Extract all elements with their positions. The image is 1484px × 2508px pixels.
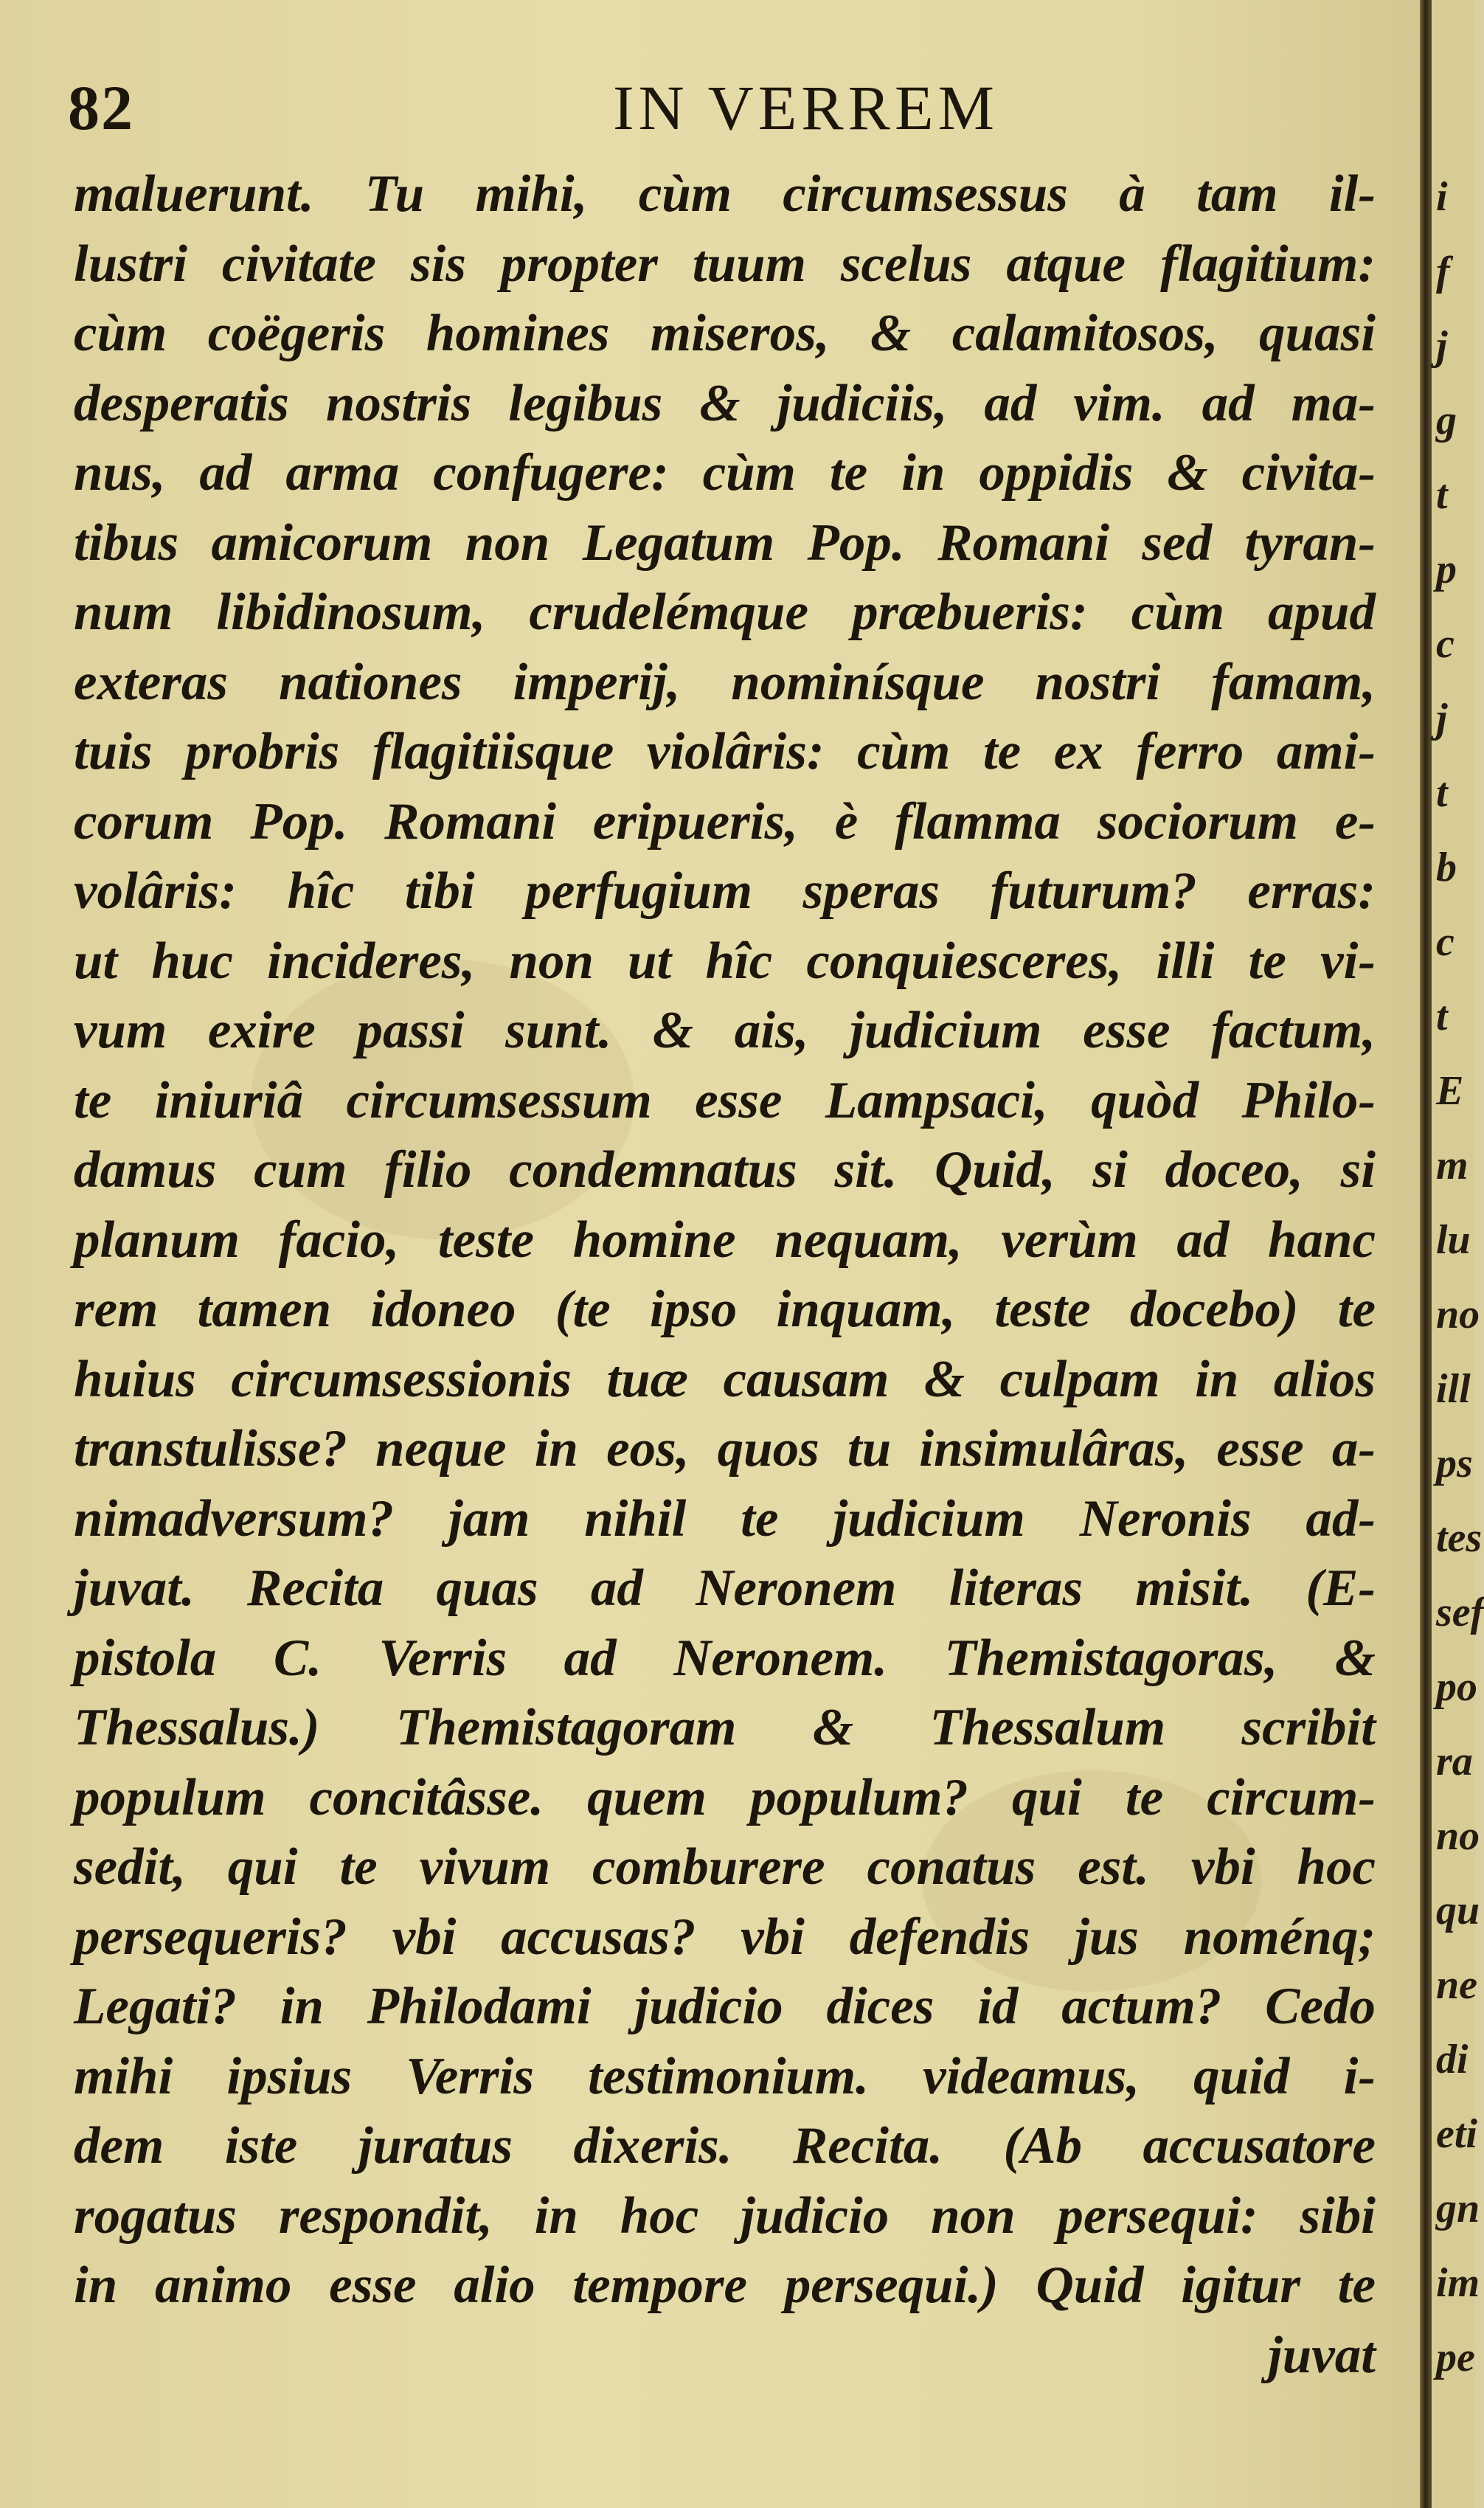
text-line: pistola C. Verris ad Neronem. Themistagoras, & <box>74 1629 1376 1687</box>
text-line: lustri civitate sis propter tuum scelus atque flagitium: <box>74 235 1376 293</box>
text-line: te iniuriâ circumsessum esse Lampsaci, quòd Philo- <box>74 1071 1376 1129</box>
text-line: rem tamen idoneo (te ipso inquam, teste docebo) te <box>74 1281 1376 1338</box>
facing-page-fragment: po <box>1436 1664 1477 1710</box>
facing-page-fragment: ps <box>1436 1441 1473 1486</box>
facing-page-fragment: t <box>1436 472 1448 518</box>
text-line: ut huc incideres, non ut hîc conquiesceres, illi te vi- <box>74 932 1376 990</box>
facing-page-fragment: im <box>1436 2260 1480 2306</box>
facing-page-edge <box>1432 0 1484 2508</box>
text-line: populum concitâsse. quem populum? qui te circum- <box>74 1768 1376 1826</box>
text-line: Thessalus.) Themistagoram & Thessalum scribit <box>74 1699 1376 1756</box>
text-line: Legati? in Philodami judicio dices id actum? Cedo <box>74 1978 1376 2035</box>
text-line: desperatis nostris legibus & judiciis, ad vim. ad ma- <box>74 374 1376 432</box>
facing-page-fragment: b <box>1436 845 1457 890</box>
text-line: juvat <box>1268 2326 1376 2384</box>
facing-page-fragment: t <box>1436 770 1448 816</box>
text-line: dem iste juratus dixeris. Recita. (Ab accusatore <box>74 2117 1376 2175</box>
facing-page-fragment: gn <box>1436 2186 1480 2231</box>
page-number: 82 <box>68 72 134 143</box>
running-title <box>0 71 1420 145</box>
facing-page-fragment: g <box>1436 398 1457 443</box>
text-line: tuis probris flagitiisque violâris: cùm te ex ferro ami- <box>74 723 1376 780</box>
text-line: nus, ad arma confugere: cùm te in oppidis & civita- <box>74 444 1376 502</box>
text-line: sedit, qui te vivum comburere conatus est. vbi hoc <box>74 1838 1376 1896</box>
text-line: vum exire passi sunt. & ais, judicium esse factum, <box>74 1002 1376 1059</box>
facing-page-fragment: pe <box>1436 2335 1475 2380</box>
text-line: transtulisse? neque in eos, quos tu insimulâras, esse a- <box>74 1420 1376 1478</box>
facing-page-fragment: c <box>1436 919 1454 965</box>
facing-page-fragment: E <box>1436 1068 1464 1114</box>
text-line: rogatus respondit, in hoc judicio non persequi: sibi <box>74 2186 1376 2245</box>
text-line: corum Pop. Romani eripueris, è flamma sociorum e- <box>74 792 1376 851</box>
facing-page-fragment: p <box>1436 547 1457 592</box>
facing-page-fragment: no <box>1436 1292 1480 1337</box>
facing-page-fragment: eti <box>1436 2111 1477 2157</box>
text-line: persequeris? vbi accusas? vbi defendis jus noménq; <box>74 1908 1376 1966</box>
facing-page-fragment: i <box>1436 174 1448 220</box>
facing-page-fragment: ne <box>1436 1962 1477 2008</box>
text-line: num libidinosum, crudelémque præbueris: cùm apud <box>74 583 1376 641</box>
text-line: planum facio, teste homine nequam, verùm ad hanc <box>74 1210 1376 1269</box>
facing-page-fragment: di <box>1436 2037 1469 2082</box>
text-line: nimadversum? jam nihil te judicium Neronis ad- <box>74 1489 1376 1548</box>
text-line: damus cum filio condemnatus sit. Quid, si doceo, si <box>74 1141 1376 1199</box>
facing-page-fragment: tes <box>1436 1515 1483 1561</box>
text-line: mihi ipsius Verris testimonium. videamus, quid i- <box>74 2047 1376 2105</box>
facing-page-fragment: f <box>1436 249 1450 294</box>
text-line: volâris: hîc tibi perfugium speras futurum? erras: <box>74 862 1376 920</box>
facing-page-fragment: qu <box>1436 1888 1480 1933</box>
facing-page-fragment: m <box>1436 1143 1469 1188</box>
text-line: in animo esse alio tempore persequi.) Quid igitur te <box>74 2256 1376 2314</box>
book-gutter <box>1420 0 1432 2508</box>
running-title-text: IN VERREM <box>612 72 999 143</box>
text-line: juvat. Recita quas ad Neronem literas misit. (E- <box>74 1559 1376 1617</box>
facing-page-fragment: t <box>1436 994 1448 1039</box>
facing-page-fragment: no <box>1436 1813 1480 1859</box>
facing-page-fragment: lu <box>1436 1217 1471 1263</box>
facing-page-fragment: ill <box>1436 1366 1471 1412</box>
facing-page-fragment: j <box>1436 696 1448 741</box>
facing-page-fragment: sef <box>1436 1590 1484 1635</box>
facing-page-fragment: j <box>1436 323 1448 369</box>
text-line: exteras nationes imperij, nominísque nostri famam, <box>74 653 1376 711</box>
text-line: huius circumsessionis tuæ causam & culpam in alios <box>74 1350 1376 1408</box>
text-line: maluerunt. Tu mihi, cùm circumsessus à tam il- <box>74 165 1376 223</box>
text-line: tibus amicorum non Legatum Pop. Romani sed tyran- <box>74 513 1376 572</box>
text-line: cùm coëgeris homines miseros, & calamitosos, quasi <box>74 305 1376 362</box>
facing-page-fragment: ra <box>1436 1739 1473 1784</box>
facing-page-fragment: c <box>1436 621 1454 667</box>
